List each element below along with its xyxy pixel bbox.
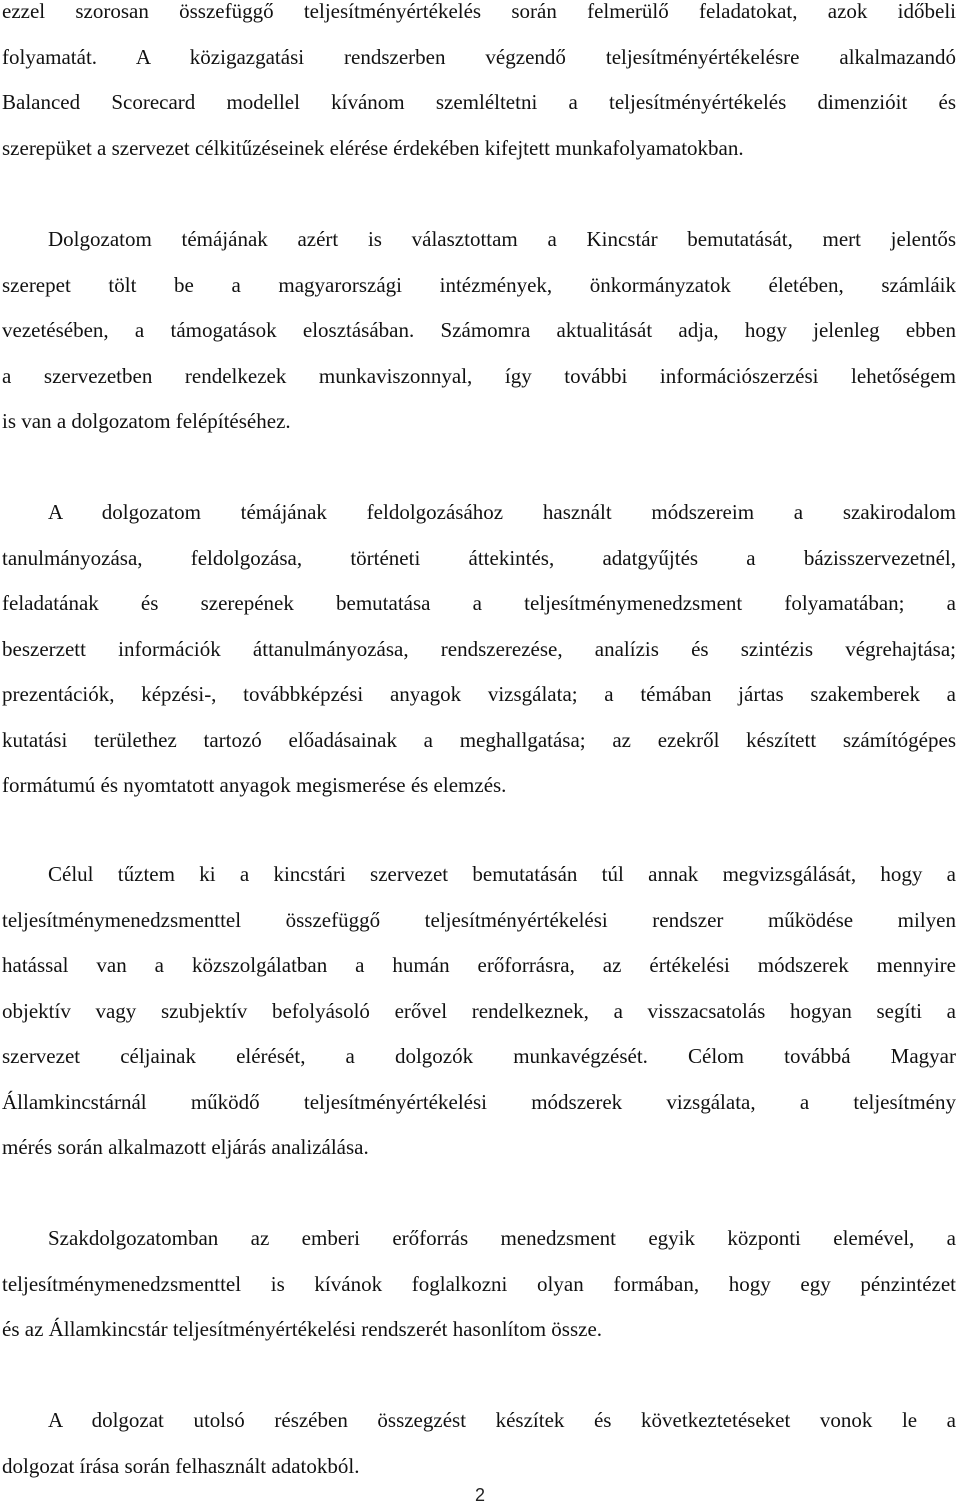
paragraph-line: prezentációk, képzési-, továbbképzési anyagok vizsgálata; a témában jártas szakemberek a: [2, 682, 956, 706]
paragraph-line: szerepet tölt be a magyarországi intézmények, önkormányzatok életében, számláik: [2, 272, 956, 297]
page-number: 2: [474, 1485, 485, 1505]
paragraph-2: [2, 490, 956, 809]
paragraph-line: Célul tűztem ki a kincstári szervezet bemutatásán túl annak megvizsgálását, hogy a: [48, 862, 956, 886]
paragraph-line: feladatának és szerepének bemutatása a teljesítménymenedzsment folyamatában; a: [2, 591, 956, 615]
paragraph-line: hatással van a közszolgálatban a humán erőforrásra, az értékelési módszerek mennyire: [2, 953, 956, 977]
paragraph-3: [2, 852, 956, 1171]
paragraph-5: [2, 1398, 956, 1489]
paragraph-line: teljesítménymenedzsmenttel is kívánok foglalkozni olyan formában, hogy egy pénzintézet: [2, 1271, 956, 1296]
paragraph-line: tanulmányozása, feldolgozása, történeti áttekintés, adatgyűjtés a bázisszervezetnél,: [2, 545, 956, 570]
paragraph-line: A dolgozat utolsó részében összegzést készítek és következtetéseket vonok le a: [48, 1408, 956, 1432]
paragraph-1: [2, 217, 956, 445]
paragraph-line: formátumú és nyomtatott anyagok megismerése és elemzés.: [2, 773, 507, 797]
paragraph-line: dolgozat írása során felhasznált adatokból.: [2, 1453, 360, 1478]
paragraph-line: objektív vagy szubjektív befolyásoló erővel rendelkeznek, a visszacsatolás hogyan segíti a: [2, 998, 956, 1023]
paragraph-line: és az Államkincstár teljesítményértékelési rendszerét hasonlítom össze.: [2, 1317, 603, 1341]
paragraph-line: szerepüket a szervezet célkitűzéseinek elérése érdekében kifejtett munkafolyamatokban.: [2, 135, 744, 160]
paragraph-line: folyamatát. A közigazgatási rendszerben végzendő teljesítményértékelésre alkalmazandó: [2, 44, 956, 69]
paragraph-line: beszerzett információk áttanulmányozása, rendszerezése, analízis és szintézis végrehajtása;: [2, 636, 956, 661]
paragraph-line: A dolgozatom témájának feldolgozásához használt módszereim a szakirodalom: [48, 500, 956, 524]
paragraph-line: Államkincstárnál működő teljesítményértékelési módszerek vizsgálata, a teljesítmény: [2, 1089, 956, 1114]
paragraph-line: Balanced Scorecard modellel kívánom szemléltetni a teljesítményértékelés dimenzióit és: [2, 90, 956, 114]
paragraph-line: Szakdolgozatomban az emberi erőforrás menedzsment egyik központi elemével, a: [48, 1226, 956, 1250]
paragraph-line: Dolgozatom témájának azért is választottam a Kincstár bemutatását, mert jelentős: [48, 227, 956, 251]
paragraph-line: kutatási területhez tartozó előadásainak a meghallgatása; az ezekről készített számítógépes: [2, 727, 956, 752]
paragraph-line: mérés során alkalmazott eljárás analizálása.: [2, 1135, 369, 1159]
paragraph-0: [2, 0, 956, 171]
paragraph-line: teljesítménymenedzsmenttel összefüggő teljesítményértékelési rendszer működése milyen: [2, 907, 956, 932]
paragraph-line: ezzel szorosan összefüggő teljesítményértékelés során felmerülő feladatokat, azok időbeli: [2, 0, 956, 23]
paragraph-line: vezetésében, a támogatások elosztásában. Számomra aktualitását adja, hogy jelenleg ebben: [2, 318, 956, 342]
paragraph-line: is van a dolgozatom felépítéséhez.: [2, 409, 291, 433]
paragraph-4: [2, 1216, 956, 1353]
paragraph-line: a szervezetben rendelkezek munkaviszonnyal, így további információszerzési lehetőségem: [2, 363, 956, 388]
paragraph-line: szervezet céljainak elérését, a dolgozók munkavégzését. Célom továbbá Magyar: [2, 1044, 956, 1068]
